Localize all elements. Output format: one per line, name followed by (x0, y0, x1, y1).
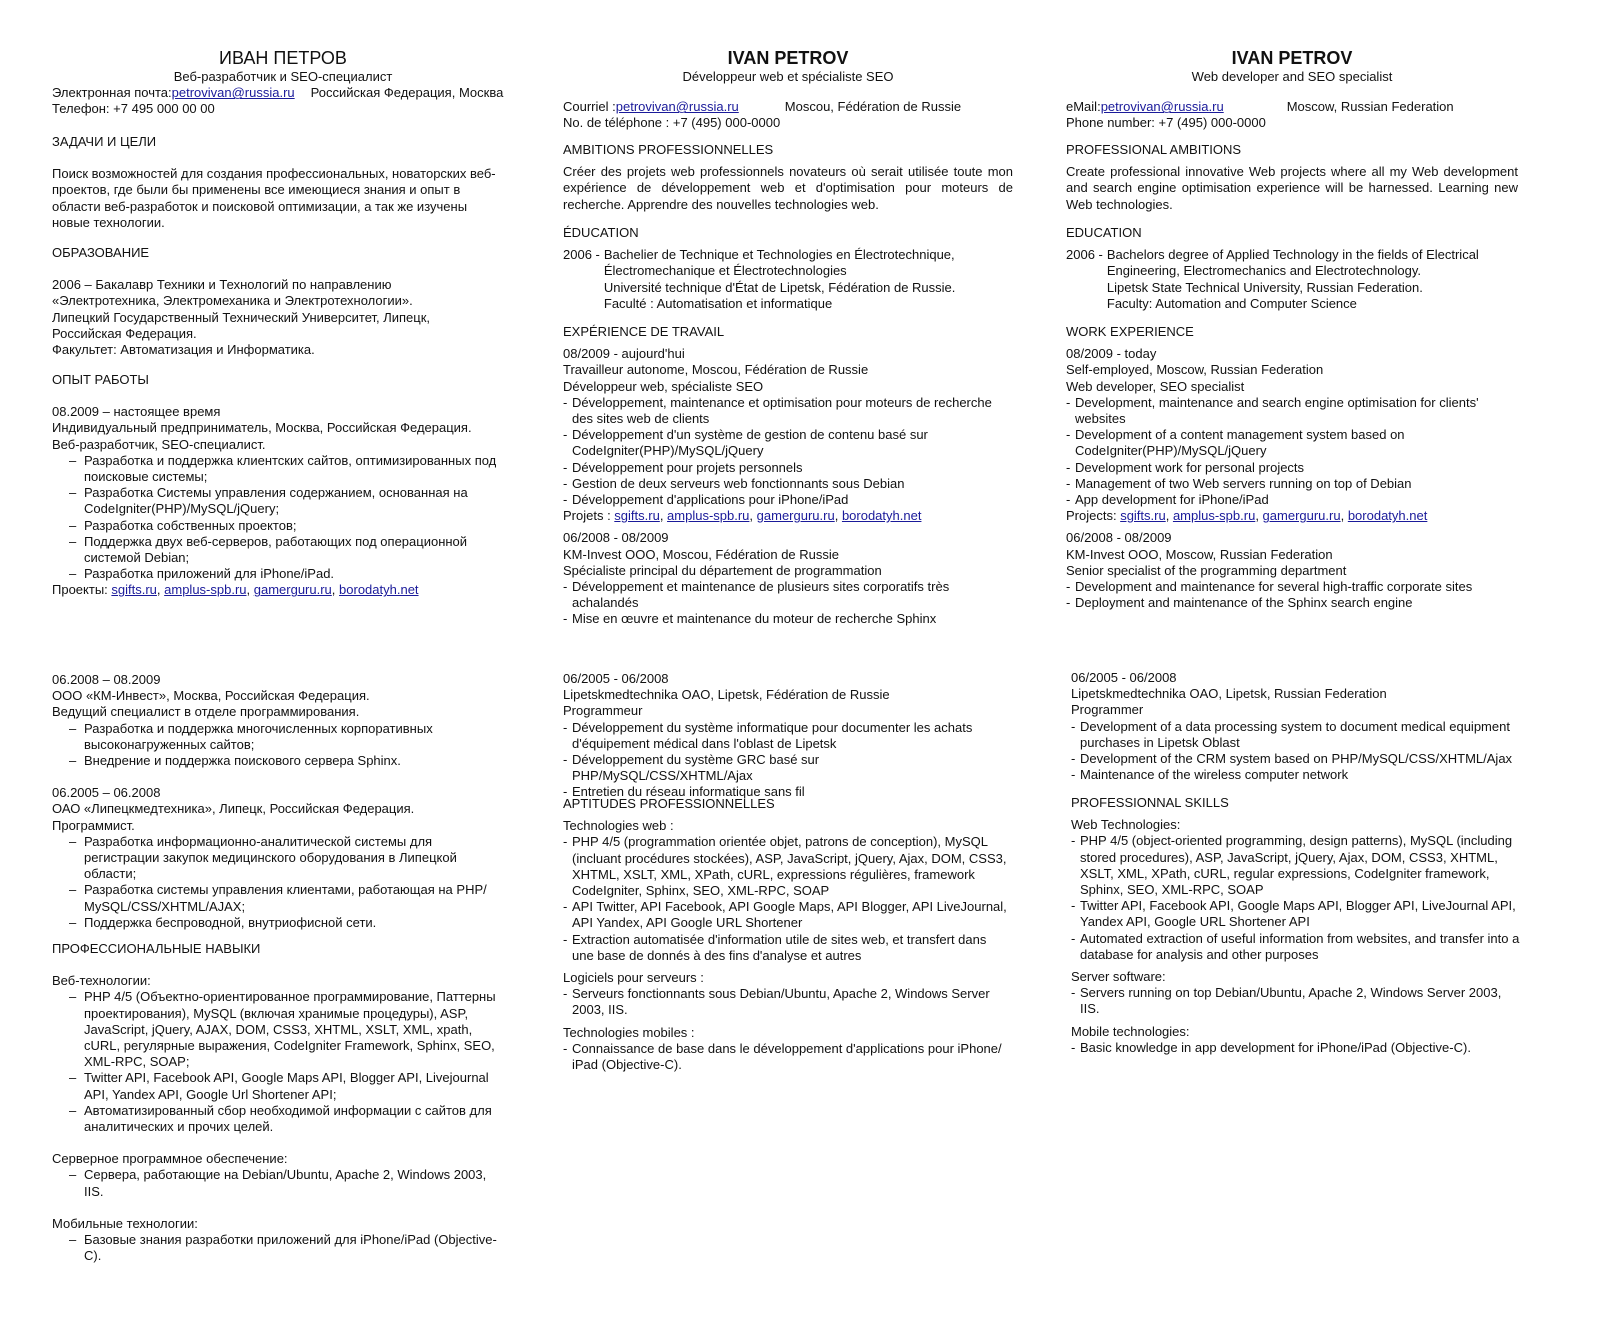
job-item: – Разработка системы управления клиентами, работающая на PHP/ MySQL/CSS/XHTML/AJAX; (52, 882, 500, 914)
fr-contact-line (563, 99, 1013, 115)
skill-item: - Servers running on top Debian/Ubuntu, Apache 2, Windows Server 2003, IIS. (1071, 985, 1521, 1017)
job-item: - Development of a data processing system to document medical equipment purchases in Lipetsk Oblast (1071, 719, 1521, 751)
skill-group (563, 1025, 1009, 1074)
project-link[interactable]: gamerguru.ru (1262, 508, 1341, 524)
skill-group (1071, 817, 1521, 963)
project-link[interactable]: sgifts.ru (111, 582, 157, 598)
skill-group (52, 1216, 500, 1265)
en-work-heading: WORK EXPERIENCE (1066, 324, 1194, 339)
ru-phone: Телефон: +7 495 000 00 00 (52, 101, 215, 117)
skill-group (52, 973, 500, 1135)
skill-item: - Extraction automatisée d'information utile de sites web, et transfert dans une base de donnés à des fins d'analyse et autres (563, 932, 1009, 964)
job-period: 06.2008 – 08.2009 (52, 672, 161, 687)
job-item: - Développement, maintenance et optimisation pour moteurs de recherche des sites web de clients (563, 395, 1003, 427)
job-item: - Développement d'un système de gestion de contenu basé sur CodeIgniter(PHP)/MySQL/jQuery (563, 427, 1003, 459)
en-education-line: Faculty: Automation and Computer Science (1106, 295, 1357, 311)
job-item: – Разработка приложений для iPhone/iPad. (52, 566, 500, 582)
en-phone: Phone number: +7 (495) 000-0000 (1066, 115, 1266, 131)
skill-group (52, 1151, 500, 1200)
en-objective-heading: PROFESSIONAL AMBITIONS (1066, 142, 1242, 157)
project-link[interactable]: amplus-spb.ru (1172, 508, 1256, 524)
job-projects: Projets : sgifts.ru, amplus-spb.ru, gamerguru.ru, borodatyh.net (563, 508, 922, 524)
skill-group-title: Серверное программное обеспечение: (52, 1151, 288, 1167)
job-item: - App development for iPhone/iPad (1066, 492, 1491, 508)
en-objective-section (1066, 142, 1518, 213)
job-item: - Management of two Web servers running on top of Debian (1066, 476, 1491, 492)
en-education-heading: EDUCATION (1066, 225, 1142, 240)
fr-education-line: Université technique d'État de Lipetsk, Fédération de Russie. (603, 279, 956, 295)
skill-item: - Basic knowledge in app development for iPhone/iPad (Objective-C). (1071, 1040, 1521, 1056)
skill-item: - Twitter API, Facebook API, Google Maps API, Blogger API, LiveJournal API, Yandex API, Google URL Shortener API (1071, 898, 1521, 930)
fr-work-heading: EXPÉRIENCE DE TRAVAIL (563, 324, 725, 339)
fr-job (563, 530, 1003, 627)
skill-item: – Автоматизированный сбор необходимой информации с сайтов для аналитических и прочих целей. (52, 1103, 500, 1135)
en-header (1066, 47, 1518, 132)
project-link[interactable]: borodatyh.net (1347, 508, 1428, 524)
project-link[interactable]: amplus-spb.ru (667, 508, 750, 524)
en-education-section (1066, 225, 1518, 312)
job-company: Lipetskmedtechnika OAO, Lipetsk, Fédération de Russie (563, 687, 890, 703)
ru-email-link[interactable]: petrovivan@russia.ru (171, 85, 295, 101)
job-period: 06/2008 - 08/2009 (563, 530, 669, 546)
job-item: – Поддержка беспроводной, внутриофисной сети. (52, 915, 500, 931)
skill-group (1071, 1024, 1521, 1056)
job-item: – Поддержка двух веб-серверов, работающих под операционной системой Debian; (52, 534, 500, 566)
skill-group-title: Technologies mobiles : (563, 1024, 695, 1040)
en-work-continued (1071, 670, 1521, 783)
projects-label: Projects: (1066, 508, 1121, 524)
job-company: KM-Invest OOO, Moscow, Russian Federation (1066, 546, 1333, 562)
skill-group (1071, 969, 1521, 1018)
fr-objective-text: Créer des projets web professionnels novateurs où serait utilisée toute mon expérience de développement web et d'optimisation pour moteurs de recherche. Apprendre des nouvelles technologies web. (563, 164, 1013, 212)
fr-name: IVAN PETROV (727, 48, 849, 68)
job-role: Senior specialist of the programming department (1066, 562, 1347, 578)
job-company: Travailleur autonome, Moscou, Fédération de Russie (563, 362, 869, 378)
fr-phone: No. de téléphone : +7 (495) 000-0000 (563, 115, 781, 131)
job-projects: Projects: sgifts.ru, amplus-spb.ru, gamerguru.ru, borodatyh.net (1066, 508, 1428, 524)
fr-job (563, 671, 1003, 801)
en-education-line: Engineering, Electromechanics and Electrotechnology. (1106, 263, 1421, 279)
job-item: - Développement du système GRC basé sur PHP/MySQL/CSS/XHTML/Ajax (563, 752, 1003, 784)
ru-contact-line (52, 85, 514, 101)
skill-item: – Базовые знания разработки приложений для iPhone/iPad (Objective-C). (52, 1232, 500, 1264)
en-skills-section (1071, 795, 1521, 1056)
job-role: Web developer, SEO specialist (1066, 378, 1245, 394)
en-email-link[interactable]: petrovivan@russia.ru (1100, 99, 1224, 115)
project-link[interactable]: sgifts.ru (1120, 508, 1166, 524)
project-link[interactable]: borodatyh.net (841, 508, 922, 524)
job-item: – Внедрение и поддержка поискового сервера Sphinx. (52, 753, 500, 769)
job-item: - Développement pour projets personnels (563, 460, 1003, 476)
job-item: – Разработка Системы управления содержанием, основанная на CodeIgniter(PHP)/MySQL/jQuery; (52, 485, 500, 517)
ru-education-line: Липецкий Государственный Технический Университет, Липецк, (52, 309, 431, 325)
job-item: - Development work for personal projects (1066, 460, 1491, 476)
ru-name: ИВАН ПЕТРОВ (219, 48, 347, 68)
ru-objective-section (52, 134, 502, 231)
en-edu-year: 2006 - (1066, 247, 1103, 263)
ru-job (52, 404, 500, 598)
ru-skills-heading: ПРОФЕССИОНАЛЬНЫЕ НАВЫКИ (52, 941, 261, 956)
project-link[interactable]: amplus-spb.ru (164, 582, 247, 598)
skill-item: - PHP 4/5 (object-oriented programming, design patterns), MySQL (including stored procedures), ASP, JavaScript, jQuery, Ajax, DOM, CSS3, XHTML, XSLT, XML, XPath, cURL, regular expressions, CodeIgniter framework, Sphinx, SEO, XML-RPC, SOAP (1071, 833, 1521, 898)
skill-group (563, 818, 1009, 964)
job-period: 06/2008 - 08/2009 (1066, 530, 1172, 546)
job-item: - Development and maintenance for several high-traffic corporate sites (1066, 579, 1506, 595)
fr-objective-heading: AMBITIONS PROFESSIONNELLES (563, 142, 774, 157)
job-projects: Проекты: sgifts.ru, amplus-spb.ru, gamerguru.ru, borodatyh.net (52, 582, 419, 598)
fr-education-line: Faculté : Automatisation et informatique (603, 295, 833, 311)
job-item: - Development of a content management system based on CodeIgniter(PHP)/MySQL/jQuery (1066, 427, 1491, 459)
job-period: 06/2005 - 06/2008 (1071, 670, 1177, 685)
en-contact-line (1066, 99, 1518, 115)
skill-group-title: Мобильные технологии: (52, 1215, 198, 1231)
job-role: Programmeur (563, 703, 643, 719)
job-item: - Entretien du réseau informatique sans fil (563, 784, 1003, 800)
job-role: Ведущий специалист в отделе программирования. (52, 704, 360, 720)
ru-work-section (52, 372, 500, 599)
ru-location: Российская Федерация, Москва (310, 85, 504, 101)
skill-group-title: Web Technologies: (1071, 817, 1181, 833)
job-company: Индивидуальный предприниматель, Москва, Российская Федерация. (52, 420, 472, 436)
job-item: – Разработка и поддержка клиентских сайтов, оптимизированных под поисковые системы; (52, 453, 500, 485)
job-role: Программист. (52, 817, 135, 833)
ru-objective-heading: ЗАДАЧИ И ЦЕЛИ (52, 134, 157, 149)
job-company: Lipetskmedtechnika OAO, Lipetsk, Russian Federation (1071, 686, 1387, 702)
job-item: – Разработка собственных проектов; (52, 518, 500, 534)
skill-group-title: Logiciels pour serveurs : (563, 970, 704, 986)
ru-work-heading: ОПЫТ РАБОТЫ (52, 372, 149, 387)
ru-education-line: «Электротехника, Электромеханика и Электротехнологии». (52, 293, 413, 309)
skill-item: – Сервера, работающие на Debian/Ubuntu, Apache 2, Windows 2003, IIS. (52, 1167, 500, 1199)
fr-job (563, 346, 1003, 524)
job-item: - Gestion de deux serveurs web fonctionnants sous Debian (563, 476, 1003, 492)
job-item: - Deployment and maintenance of the Sphinx search engine (1066, 595, 1506, 611)
ru-email-label: Электронная почта: (52, 85, 172, 101)
skill-group-title: Mobile technologies: (1071, 1023, 1190, 1039)
fr-location: Moscou, Fédération de Russie (784, 99, 962, 115)
ru-objective-text: Поиск возможностей для создания профессиональных, новаторских веб-проектов, где были бы применены все имеющиеся знания и опыт в области веб-разработок и поисковой оптимизации, а так же изучены новые технологии. (52, 166, 496, 230)
fr-objective-section (563, 142, 1013, 213)
job-company: ООО «КМ-Инвест», Москва, Российская Федерация. (52, 688, 370, 704)
ru-work-continued (52, 672, 500, 931)
fr-email-label: Courriel : (563, 99, 616, 115)
job-role: Spécialiste principal du département de programmation (563, 562, 882, 578)
job-item: – Разработка и поддержка многочисленных корпоративных высоконагруженных сайтов; (52, 721, 500, 753)
fr-header (563, 47, 1013, 132)
project-link[interactable]: sgifts.ru (614, 508, 660, 524)
job-item: - Développement d'applications pour iPhone/iPad (563, 492, 1003, 508)
en-job (1066, 346, 1491, 524)
job-role: Веб-разработчик, SEO-специалист. (52, 436, 266, 452)
en-education-line: Lipetsk State Technical University, Russian Federation. (1106, 279, 1423, 295)
skill-item: – Twitter API, Facebook API, Google Maps API, Blogger API, Livejournal API, Yandex API, Google Url Shortener API; (52, 1070, 500, 1102)
fr-subtitle: Développeur web et spécialiste SEO (682, 69, 894, 84)
job-period: 08.2009 – настоящее время (52, 404, 221, 420)
ru-header (52, 47, 514, 118)
projects-label: Проекты: (52, 582, 112, 598)
en-subtitle: Web developer and SEO specialist (1191, 69, 1393, 84)
skill-item: - Connaissance de base dans le développement d'applications pour iPhone/ iPad (Objective-C). (563, 1041, 1009, 1073)
job-period: 06.2005 – 06.2008 (52, 785, 161, 801)
skill-group-title: Веб-технологии: (52, 973, 151, 989)
fr-skills-heading: APTITUDES PROFESSIONNELLES (563, 796, 775, 811)
en-location: Moscow, Russian Federation (1286, 99, 1454, 115)
en-job (1071, 670, 1521, 783)
ru-job (52, 672, 500, 769)
job-company: KM-Invest OOO, Moscou, Fédération de Russie (563, 546, 839, 562)
job-item: - Development of the CRM system based on PHP/MySQL/CSS/XHTML/Ajax (1071, 751, 1521, 767)
fr-education-heading: ÉDUCATION (563, 225, 639, 240)
job-period: 06/2005 - 06/2008 (563, 671, 669, 686)
en-email-label: eMail: (1066, 99, 1101, 115)
job-period: 08/2009 - today (1066, 346, 1157, 362)
job-item: - Développement du système informatique pour documenter les achats d'équipement médical dans l'oblast de Lipetsk (563, 720, 1003, 752)
skill-group-title: Technologies web : (563, 818, 674, 834)
en-education-line: Bachelors degree of Applied Technology in the fields of Electrical (1106, 247, 1479, 263)
fr-education-line: Électromechanique et Électrotechnologies (603, 263, 847, 279)
projects-label: Projets : (563, 508, 615, 524)
job-item: - Development, maintenance and search engine optimisation for clients' websites (1066, 395, 1491, 427)
ru-education-section (52, 245, 514, 358)
job-role: Programmer (1071, 702, 1144, 718)
skill-group (563, 970, 1009, 1019)
project-link[interactable]: gamerguru.ru (253, 582, 332, 598)
fr-work-section (563, 324, 1003, 628)
skill-item: - Automated extraction of useful information from websites, and transfer into a database for analysis and other purposes (1071, 931, 1521, 963)
job-item: - Développement et maintenance de plusieurs sites corporatifs très achalandés (563, 579, 1003, 611)
job-period: 08/2009 - aujourd'hui (563, 346, 685, 362)
ru-education-heading: ОБРАЗОВАНИЕ (52, 245, 150, 260)
skill-item: - PHP 4/5 (programmation orientée objet, patrons de conception), MySQL (incluant procédures stockées), ASP, JavaScript, jQuery, Ajax, DOM, CSS3, XHTML, XSLT, XML, XPath, cURL, expressions régulières, framework CodeIgniter, Sphinx, SEO, XML-RPC, SOAP (563, 834, 1009, 899)
ru-education-line: Российская Федерация. (52, 325, 197, 341)
skill-item: - Serveurs fonctionnants sous Debian/Ubuntu, Apache 2, Windows Server 2003, IIS. (563, 986, 1009, 1018)
skill-item: – PHP 4/5 (Объектно-ориентированное программирование, Паттерны проектирования), MySQL (включая хранимые процедуры), ASP, JavaScript, jQuery, AJAX, DOM, CSS3, XHTML, XSLT, XML, xpath, cURL, регулярные выражения, CodeIgniter Framework, Sphinx, SEO, XML-RPC, SOAP; (52, 989, 500, 1070)
en-work-section (1066, 324, 1491, 611)
skill-item: - API Twitter, API Facebook, API Google Maps, API Blogger, API LiveJournal, API Yandex, API Google URL Shortener (563, 899, 1009, 931)
en-objective-text: Create professional innovative Web projects where all my Web development and search engine optimisation experience will be harnessed. Learning new Web technologies. (1066, 164, 1518, 212)
ru-education-line: 2006 – Бакалавр Техники и Технологий по направлению (52, 277, 392, 293)
job-role: Développeur web, spécialiste SEO (563, 378, 764, 394)
job-item: – Разработка информационно-аналитической системы для регистрации закупок медицинского оборудования в Липецкой области; (52, 834, 500, 883)
en-skills-heading: PROFESSIONNAL SKILLS (1071, 795, 1229, 810)
fr-edu-year: 2006 - (563, 247, 600, 263)
ru-skills-section (52, 941, 500, 1264)
fr-work-continued (563, 671, 1003, 801)
project-link[interactable]: borodatyh.net (339, 582, 419, 598)
ru-subtitle: Веб-разработчик и SEO-специалист (173, 69, 393, 84)
en-job (1066, 530, 1491, 611)
fr-email-link[interactable]: petrovivan@russia.ru (615, 99, 739, 115)
job-company: ОАО «Липецкмедтехника», Липецк, Российская Федерация. (52, 801, 415, 817)
fr-skills-section (563, 796, 1009, 1073)
job-item: - Maintenance of the wireless computer network (1071, 767, 1521, 783)
ru-job (52, 785, 500, 931)
ru-education-line: Факультет: Автоматизация и Информатика. (52, 342, 315, 358)
job-item: - Mise en œuvre et maintenance du moteur de recherche Sphinx (563, 611, 1003, 627)
fr-education-section (563, 225, 1013, 312)
job-company: Self-employed, Moscow, Russian Federation (1066, 362, 1324, 378)
skill-group-title: Server software: (1071, 969, 1166, 985)
fr-education-line: Bachelier de Technique et Technologies en Électrotechnique, (603, 247, 955, 263)
project-link[interactable]: gamerguru.ru (756, 508, 835, 524)
en-name: IVAN PETROV (1231, 48, 1353, 68)
